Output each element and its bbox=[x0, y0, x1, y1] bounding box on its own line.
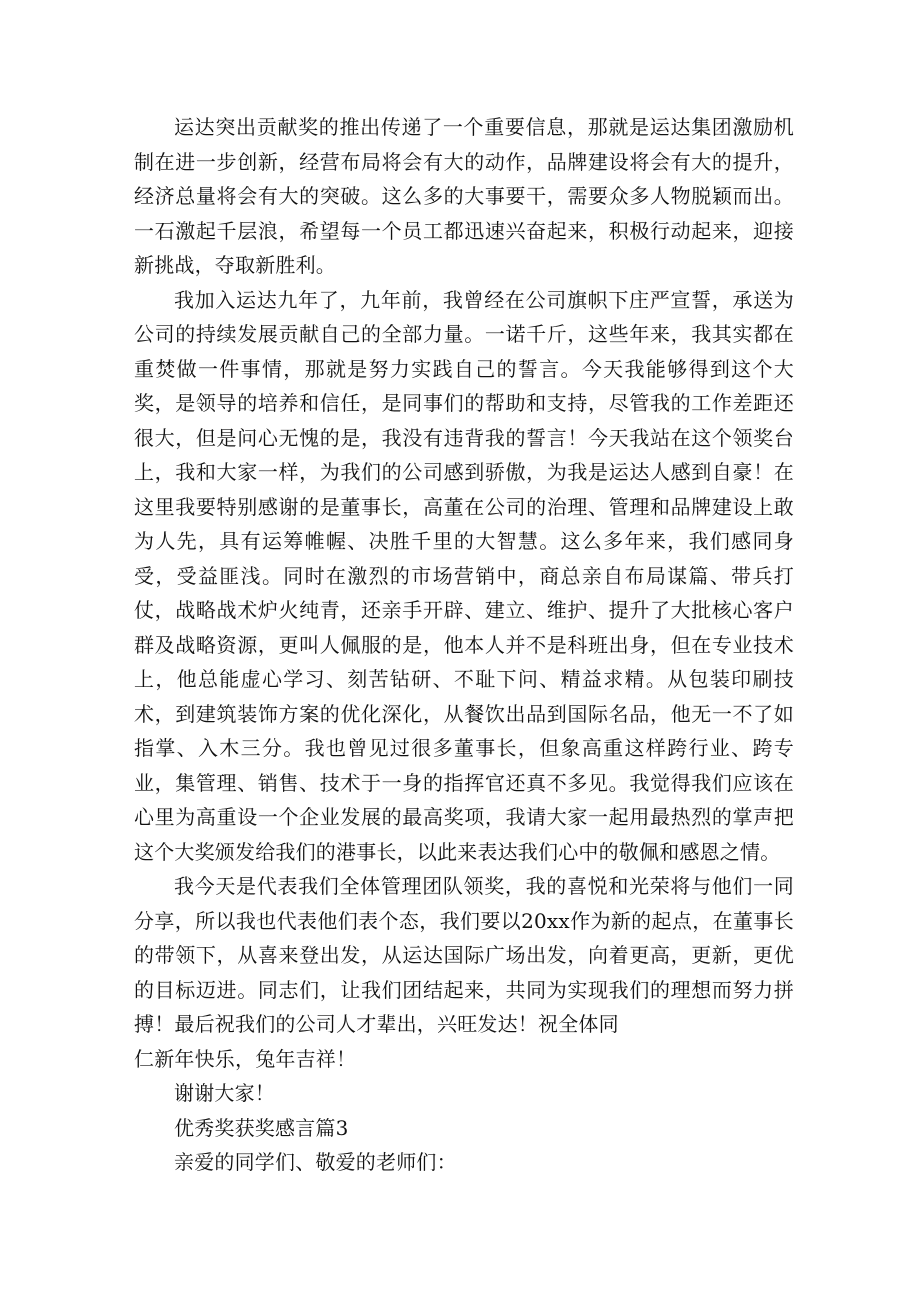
paragraph-2: 我加入运达九年了，九年前，我曾经在公司旗帜下庄严宣誓，承送为公司的持续发展贡献自己的全部力量。一诺千斤，这些年来，我其实都在重焚做一件事情，那就是努力实践自己的誓言。今天我能够得到这个大奖，是领导的培养和信任，是同事们的帮助和支持，尽管我的工作差距还很大，但是问心无愧的是，我没有违背我的誓言！今天我站在这个领奖台上，我和大家一样，为我们的公司感到骄傲，为我是运达人感到自豪！在这里我要特别感谢的是董事长，高董在公司的治理、管理和品牌建设上敢为人先，具有运筹帷幄、决胜千里的大智慧。这么多年来，我们感同身受，受益匪浅。同时在激烈的市场营销中，商总亲自布局谋篇、带兵打仗，战略战术炉火纯青，还亲手开辟、建立、维护、提升了大批核心客户群及战略资源，更叫人佩服的是，他本人并不是科班出身，但在专业技术上，他总能虚心学习、刻苦钻研、不耻下问、精益求精。从包装印刷技术，到建筑装饰方案的优化深化，从餐饮出品到国际名品，他无一不了如指掌、入木三分。我也曾见过很多董事长，但象高重这样跨行业、跨专业，集管理、销售、技术于一身的指挥官还真不多见。我觉得我们应该在心里为高重设一个企业发展的最高奖项，我请大家一起用最热烈的掌声把这个大奖颁发给我们的港事长，以此来表达我们心中的敬佩和感恩之情。 bbox=[134, 287, 794, 864]
thanks-line: 谢谢大家！ bbox=[174, 1081, 275, 1105]
paragraph-3: 我今天是代表我们全体管理团队领奖，我的喜悦和光荣将与他们一同分享，所以我也代表他们表个态，我们要以20xx作为新的起点，在董事长的带领下，从喜来登出发，从运达国际广场出发，向着更高，更新，更优的目标迈进。同志们，让我们团结起来，共同为实现我们的理想而努力拼搏！最后祝我们的公司人才辈出，兴旺发达！祝全体同 bbox=[134, 874, 794, 1036]
paragraph-1: 运达突出贡献奖的推出传递了一个重要信息，那就是运达集团激励机制在进一步创新，经营布局将会有大的动作，品牌建设将会有大的提升，经济总量将会有大的突破。这么多的大事要干，需要众多人物脱颖而出。一石激起千层浪，希望每一个员工都迅速兴奋起来，积极行动起来，迎接新挑战，夺取新胜利。 bbox=[134, 115, 794, 277]
document-body bbox=[134, 110, 794, 1180]
salutation: 亲爱的同学们、敬爱的老师们： bbox=[174, 1150, 457, 1174]
section-title: 优秀奖获奖感言篇3 bbox=[174, 1115, 349, 1140]
paragraph-continuation: 仁新年快乐，兔年吉祥！ bbox=[134, 1046, 357, 1071]
